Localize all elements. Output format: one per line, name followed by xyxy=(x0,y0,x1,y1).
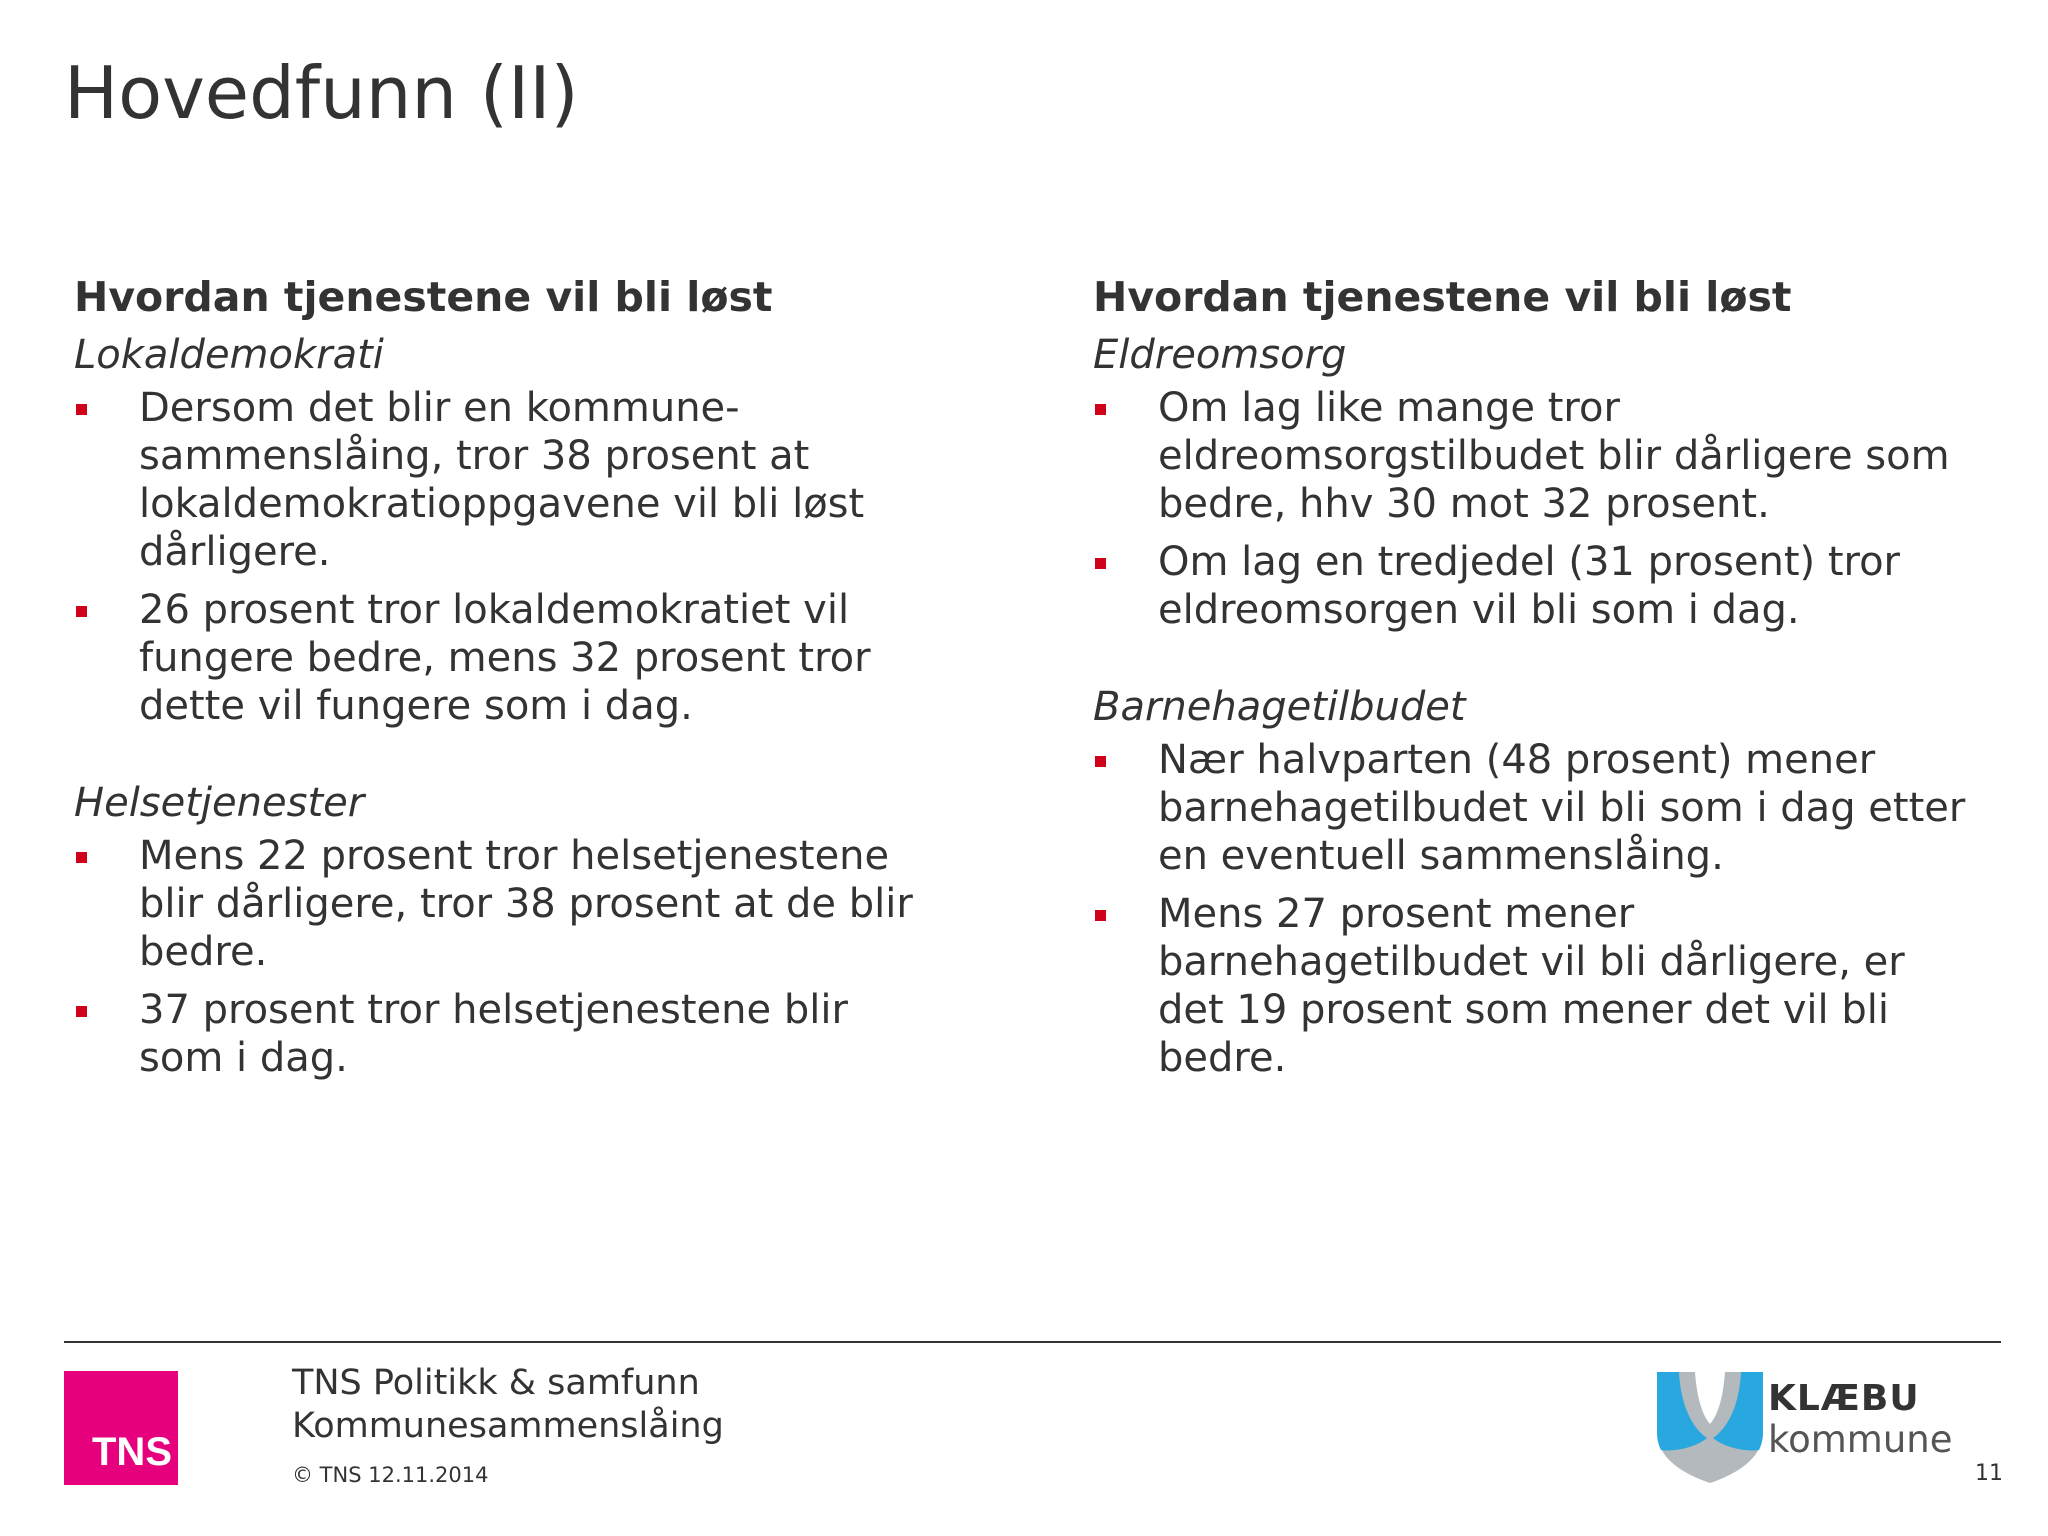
section-subheading: Helsetjenester xyxy=(74,780,365,826)
bullet-item xyxy=(74,586,964,730)
footer-line-1: TNS Politikk & samfunn xyxy=(292,1363,700,1403)
section-subheading: Eldreomsorg xyxy=(1093,332,1347,378)
bullet-item xyxy=(1093,384,2013,528)
bullet-item xyxy=(1093,538,2013,634)
section-helsetjenester xyxy=(74,774,964,1082)
red-square-bullet-icon xyxy=(1095,910,1106,921)
page-number: 11 xyxy=(1975,1461,2003,1486)
left-heading: Hvordan tjenestene vil bli løst xyxy=(74,273,773,321)
footer-copyright: © TNS 12.11.2014 xyxy=(292,1463,489,1487)
bullet-list xyxy=(1093,736,2013,1082)
slide-title: Hovedfunn (II) xyxy=(64,51,579,135)
bullet-text: Mens 22 prosent tror helsetjenestene blir dårligere, tror 38 prosent at de blir bedre. xyxy=(139,833,913,975)
left-column xyxy=(74,268,964,1126)
bullet-list xyxy=(74,832,964,1082)
bullet-item xyxy=(74,384,964,576)
red-square-bullet-icon xyxy=(1095,404,1106,415)
tns-logo-text: TNS xyxy=(92,1430,172,1474)
red-square-bullet-icon xyxy=(76,1006,87,1017)
section-subheading: Barnehagetilbudet xyxy=(1093,684,1466,730)
footer-line-2: Kommunesammenslåing xyxy=(292,1406,724,1446)
klaebu-wordmark xyxy=(1768,1378,1953,1460)
section-eldreomsorg xyxy=(1093,326,2013,634)
bullet-text: Mens 27 prosent mener barnehagetilbudet vil bli dårligere, er det 19 prosent som mener det vil bli bedre. xyxy=(1158,891,1905,1081)
footer-text xyxy=(292,1362,724,1448)
right-heading: Hvordan tjenestene vil bli løst xyxy=(1093,273,1792,321)
section-barnehagetilbudet xyxy=(1093,678,2013,1082)
red-square-bullet-icon xyxy=(76,852,87,863)
klaebu-sub: kommune xyxy=(1768,1418,1953,1461)
section-subheading: Lokaldemokrati xyxy=(74,332,384,378)
bullet-text: 26 prosent tror lokaldemokratiet vil fungere bedre, mens 32 prosent tror dette vil fungere som i dag. xyxy=(139,587,871,729)
bullet-item xyxy=(1093,736,2013,880)
right-column xyxy=(1093,268,2013,1126)
klaebu-name: KLÆBU xyxy=(1768,1378,1920,1419)
red-square-bullet-icon xyxy=(76,606,87,617)
bullet-text: Nær halvparten (48 prosent) mener barnehagetilbudet vil bli som i dag etter en eventuell sammenslåing. xyxy=(1158,737,1966,879)
bullet-list xyxy=(74,384,964,730)
bullet-text: Dersom det blir en kommune- sammenslåing, tror 38 prosent at lokaldemokratioppgavene vil bli løst dårligere. xyxy=(139,385,865,575)
bullet-list xyxy=(1093,384,2013,634)
red-square-bullet-icon xyxy=(1095,756,1106,767)
footer-divider xyxy=(64,1341,2001,1343)
bullet-item xyxy=(74,986,964,1082)
red-square-bullet-icon xyxy=(1095,558,1106,569)
klaebu-coat-of-arms-icon xyxy=(1655,1370,1765,1485)
bullet-item xyxy=(1093,890,2013,1082)
section-lokaldemokrati xyxy=(74,326,964,730)
bullet-text: Om lag en tredjedel (31 prosent) tror eldreomsorgen vil bli som i dag. xyxy=(1158,539,1900,633)
red-square-bullet-icon xyxy=(76,404,87,415)
bullet-item xyxy=(74,832,964,976)
tns-logo xyxy=(64,1371,178,1485)
bullet-text: 37 prosent tror helsetjenestene blir som i dag. xyxy=(139,987,848,1081)
bullet-text: Om lag like mange tror eldreomsorgstilbudet blir dårligere som bedre, hhv 30 mot 32 prosent. xyxy=(1158,385,1950,527)
